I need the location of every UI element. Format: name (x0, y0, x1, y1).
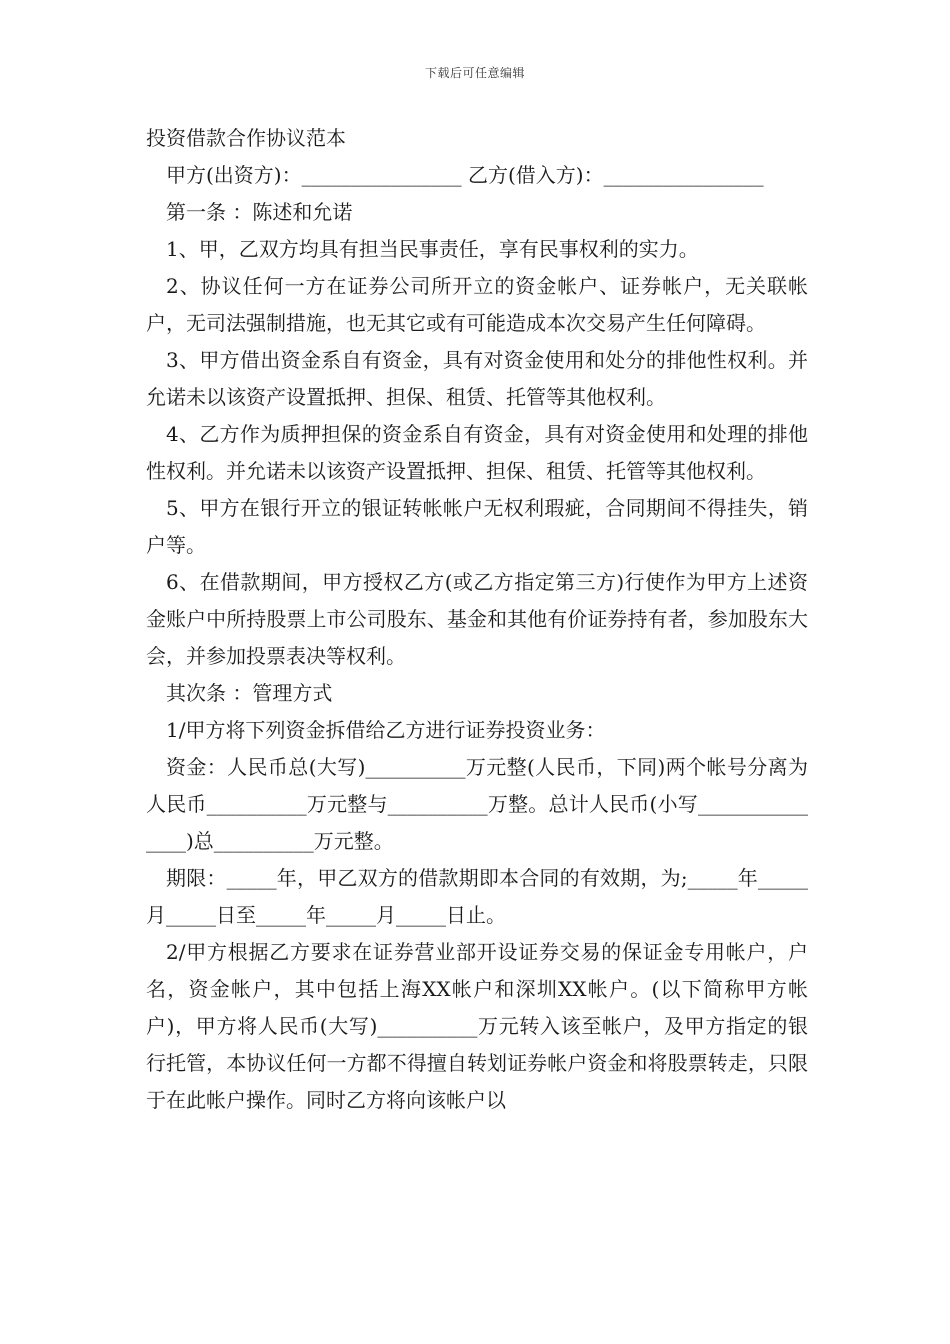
download-note: 下载后可任意编辑 (424, 66, 525, 80)
clause-paragraph: 1、甲，乙双方均具有担当民事责任，享有民事权利的实力。 (166, 237, 699, 261)
article-heading: 其次条 ：管理方式 (166, 681, 333, 705)
clause-paragraph: 3、甲方借出资金系自有资金，具有对资金使用和处分的排他性权利。并允诺未以该资产设置抵押、担保、租赁、托管等其他权利。 (146, 348, 808, 409)
clause-paragraph: 资金：人民币总(大写)__________万元整(人民币，下同)两个帐号分离为人民币__________万元整与__________万整。总计人民币(小写_______________)总__________万元整。 (146, 755, 808, 853)
article-heading: 第一条 ：陈述和允诺 (166, 200, 353, 224)
clause-paragraph: 6、在借款期间，甲方授权乙方(或乙方指定第三方)行使作为甲方上述资金账户中所持股票上市公司股东、基金和其他有价证券持有者，参加股东大会，并参加投票表决等权利。 (146, 570, 808, 668)
clause-paragraph: 4、乙方作为质押担保的资金系自有资金，具有对资金使用和处理的排他性权利。并允诺未以该资产设置抵押、担保、租赁、托管等其他权利。 (146, 422, 808, 483)
clause-paragraph: 1/甲方将下列资金拆借给乙方进行证券投资业务： (166, 718, 606, 742)
clause-paragraph: 2/甲方根据乙方要求在证券营业部开设证券交易的保证金专用帐户，户名，资金帐户，其中包括上海XX帐户和深圳XX帐户。(以下简称甲方帐户)，甲方将人民币(大写)__________万元转入该至帐户，及甲方指定的银行托管，本协议任何一方都不得擅自转划证券帐户资金和将股票转走，只限于在此帐户操作。同时乙方将向该帐户以 (146, 940, 808, 1112)
party-line: 甲方(出资方)：________________ 乙方(借入方)：________________ (166, 163, 764, 187)
clause-paragraph: 5、甲方在银行开立的银证转帐帐户无权利瑕疵，合同期间不得挂失，销户等。 (146, 496, 808, 557)
document-title: 投资借款合作协议范本 (146, 126, 346, 150)
clause-paragraph: 期限：_____年，甲乙双方的借款期即本合同的有效期，为;_____年_____月_____日至_____年_____月_____日止。 (146, 866, 808, 927)
document-body (146, 120, 808, 1119)
clause-paragraph: 2、协议任何一方在证券公司所开立的资金帐户、证券帐户，无关联帐户，无司法强制措施，也无其它或有可能造成本次交易产生任何障碍。 (146, 274, 808, 335)
